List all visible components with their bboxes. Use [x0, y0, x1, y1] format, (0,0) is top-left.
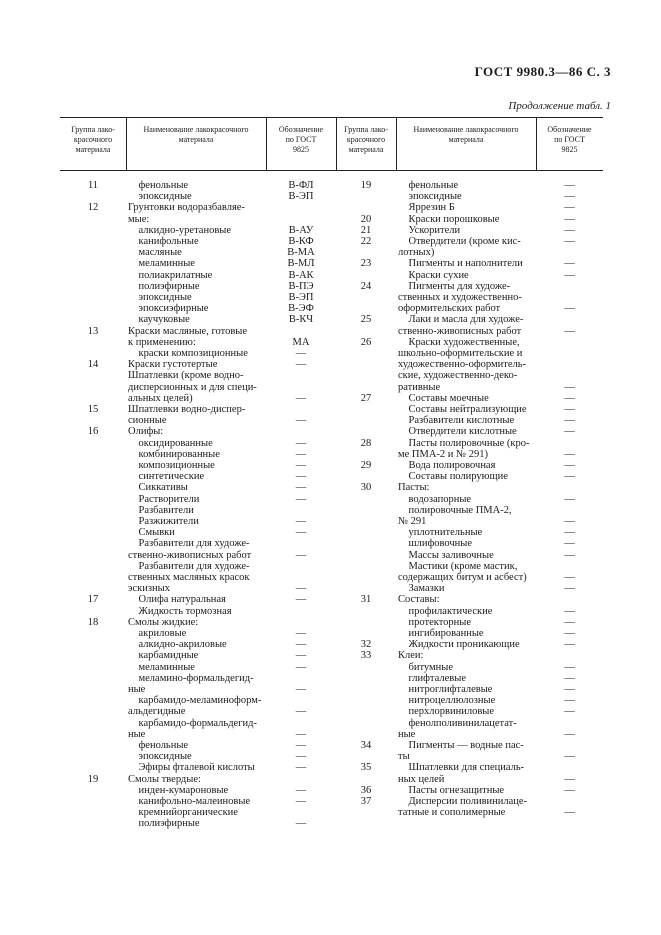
name-cell: ные [398, 728, 416, 740]
code-cell: — [564, 572, 575, 583]
code-cell: — [564, 460, 575, 471]
name-cell: протекторные [398, 616, 471, 628]
col-header-code-right: Обозначение по ГОСТ 9825 [547, 125, 592, 154]
code-cell: — [564, 325, 575, 337]
code-cell: — [295, 684, 307, 695]
group-cell: 32 [360, 639, 372, 651]
code-cell: — [295, 471, 307, 483]
name-cell: ские, художественно-деко- [398, 370, 518, 382]
col-header-group-left: Группа лако- красочного материала [71, 125, 115, 154]
group-cell: 26 [360, 336, 372, 348]
name-cell: Олифы: [128, 426, 164, 438]
code-cell: — [564, 616, 575, 628]
name-cell: эскизных [128, 583, 170, 595]
name-cell: Шпатлевки для специаль- [398, 762, 525, 774]
code-cell: — [564, 751, 575, 763]
name-cell: полировочные ПМА-2, [398, 504, 512, 516]
name-cell: алкидно-акриловые [128, 639, 227, 651]
name-cell: ственно-живописных работ [398, 325, 522, 337]
table-row [60, 572, 603, 583]
group-cell: 31 [360, 594, 372, 606]
name-cell: фенольные [128, 180, 189, 191]
group-cell: 23 [360, 258, 372, 270]
group-cell: 22 [360, 236, 372, 247]
name-cell: меламино-формальдегид- [128, 672, 254, 684]
name-cell: эпоксидные [398, 191, 462, 203]
name-cell: ных целей [398, 773, 445, 785]
group-cell: 14 [87, 359, 99, 371]
table-row [60, 214, 603, 225]
name-cell: Составы моечные [398, 392, 489, 404]
code-cell: — [295, 448, 307, 460]
group-cell: 37 [360, 796, 372, 807]
table-row [60, 471, 603, 482]
name-cell: мые: [128, 213, 150, 225]
code-cell: — [564, 538, 575, 550]
group-cell: 13 [87, 325, 99, 337]
code-cell: — [564, 684, 575, 695]
col-header-name-left: Наименование лакокрасочного материала [143, 125, 249, 144]
code-cell: В-КФ [288, 236, 314, 247]
name-cell: оксидированные [128, 437, 213, 449]
name-cell: Смывки [128, 527, 175, 539]
table-row [60, 326, 603, 337]
name-cell: Замазки [398, 583, 445, 595]
name-cell: Краски порошковые [398, 213, 500, 225]
table-row [60, 303, 603, 314]
name-cell: композиционные [128, 460, 215, 471]
code-cell: — [295, 661, 307, 673]
code-cell: — [295, 594, 307, 606]
table-row [60, 706, 603, 717]
table-row [60, 650, 603, 661]
code-cell: — [295, 639, 307, 651]
table-row [60, 438, 603, 449]
name-cell: ные [128, 684, 146, 695]
table-row [60, 729, 603, 740]
code-cell: — [295, 482, 307, 494]
table-row [60, 796, 603, 807]
name-cell: Пигменты для художе- [398, 280, 511, 292]
name-cell: Дисперсии поливинилаце- [398, 796, 528, 807]
code-cell: — [564, 269, 575, 281]
name-cell: уплотнительные [398, 527, 483, 539]
code-cell: — [295, 706, 307, 718]
name-cell: канифольные [128, 236, 199, 247]
table-row [60, 180, 603, 191]
name-cell: ственных и художественно- [398, 292, 522, 303]
name-cell: инден-кумароновые [128, 784, 229, 796]
code-cell: — [295, 796, 307, 807]
page-header: ГОСТ 9980.3—86 С. 3 [474, 64, 611, 79]
table-row [60, 818, 603, 829]
name-cell: ративные [398, 381, 441, 393]
group-cell: 25 [360, 314, 372, 326]
code-cell: — [295, 493, 307, 505]
code-cell: — [295, 516, 307, 527]
group-cell: 17 [87, 594, 99, 606]
table-row [60, 695, 603, 706]
group-cell: 36 [360, 784, 372, 796]
table-row [60, 348, 603, 359]
table-row [60, 270, 603, 281]
table-row [60, 482, 603, 493]
name-cell: Шпатлевки водно-диспер- [128, 404, 246, 415]
name-cell: ственно-живописных работ [128, 549, 252, 561]
code-cell: В-МА [287, 247, 315, 259]
name-cell: Яррезин Б [398, 202, 455, 214]
code-cell: — [564, 784, 575, 796]
code-cell: — [564, 415, 575, 427]
name-cell: Грунтовки водоразбавляе- [128, 202, 245, 214]
code-cell: — [564, 773, 575, 785]
name-cell: сионные [128, 415, 167, 427]
name-cell: Разбавители кислотные [398, 415, 515, 427]
code-cell: — [295, 437, 307, 449]
code-cell: — [295, 392, 307, 404]
name-cell: Мастики (кроме мастик, [398, 560, 518, 572]
name-cell: нитроцеллюлозные [398, 695, 496, 707]
name-cell: Пасты: [398, 482, 430, 494]
table-row [60, 314, 603, 325]
name-cell: перхлорвиниловые [398, 706, 494, 718]
name-cell: нитроглифталевые [398, 684, 493, 695]
code-cell: — [295, 359, 307, 371]
code-cell: — [564, 224, 575, 236]
code-cell: В-ФЛ [288, 180, 314, 191]
name-cell: карбамидо-формальдегид- [128, 717, 257, 729]
name-cell: ингибированные [398, 628, 484, 639]
name-cell: эпоксидные [128, 751, 192, 763]
group-cell: 24 [360, 280, 372, 292]
code-cell: — [564, 516, 575, 527]
table-row [60, 639, 603, 650]
table-row [60, 225, 603, 236]
code-cell: В-КЧ [288, 314, 314, 326]
code-cell: — [295, 583, 307, 595]
code-cell: — [295, 549, 307, 561]
name-cell: полиэфирные [128, 280, 200, 292]
name-cell: Растворители [128, 493, 200, 505]
name-cell: Краски густотертые [128, 359, 218, 371]
group-cell: 33 [360, 650, 372, 662]
table-row [60, 281, 603, 292]
name-cell: Пигменты — водные пас- [398, 740, 524, 751]
name-cell: меламинные [128, 661, 195, 673]
code-cell: — [564, 672, 575, 684]
code-cell: — [295, 751, 307, 763]
code-cell: — [295, 650, 307, 662]
name-cell: Краски художественные, [398, 336, 520, 348]
table-row [60, 550, 603, 561]
code-cell: — [295, 818, 307, 830]
code-cell: — [564, 549, 575, 561]
table-row [60, 236, 603, 247]
code-cell: — [564, 493, 575, 505]
group-cell: 16 [87, 426, 99, 438]
code-cell: — [564, 381, 575, 393]
col-header-code-left: Обозначение по ГОСТ 9825 [278, 125, 324, 154]
name-cell: Составы нейтрализующие [398, 404, 527, 415]
code-cell: — [295, 348, 307, 359]
code-cell: — [564, 695, 575, 707]
group-cell: 19 [360, 180, 372, 191]
name-cell: полиэфирные [128, 818, 200, 830]
table-row [60, 505, 603, 516]
name-cell: к применению: [128, 336, 196, 348]
name-cell: Лаки и масла для художе- [398, 314, 524, 326]
code-cell: — [564, 728, 575, 740]
name-cell: карбамидо-меламиноформ- [128, 695, 262, 707]
code-cell: — [295, 762, 307, 774]
name-cell: Смолы жидкие: [128, 616, 199, 628]
code-cell: — [564, 191, 575, 203]
name-cell: Сиккативы [128, 482, 188, 494]
name-cell: содержащих битум и асбест) [398, 572, 527, 583]
group-cell: 11 [87, 180, 99, 191]
table-row [60, 527, 603, 538]
table-row [60, 460, 603, 471]
table-row [60, 382, 603, 393]
name-cell: профилактические [398, 605, 493, 617]
code-cell: — [564, 180, 575, 191]
name-cell: шлифовочные [398, 538, 472, 550]
name-cell: дисперсионных и для специ- [128, 381, 257, 393]
name-cell: Пигменты и наполнители [398, 258, 523, 270]
name-cell: битумные [398, 661, 454, 673]
code-cell: В-АК [288, 269, 314, 281]
table-row [60, 449, 603, 460]
code-cell: — [564, 706, 575, 718]
code-cell: — [295, 628, 307, 639]
name-cell: водозапорные [398, 493, 472, 505]
table-header [60, 117, 603, 171]
name-cell: масляные [128, 247, 182, 259]
name-cell: алкидно-уретановые [128, 224, 232, 236]
name-cell: Пасты полировочные (кро- [398, 437, 530, 449]
code-cell: — [564, 392, 575, 404]
name-cell: ме ПМА-2 и № 291) [398, 448, 488, 460]
name-cell: Жидкости проникающие [398, 639, 520, 651]
table-row [60, 415, 603, 426]
name-cell: Шпатлевки (кроме водно- [128, 370, 244, 382]
name-cell: эпоксиэфирные [128, 303, 209, 315]
name-cell: Разбавители [128, 504, 194, 516]
group-cell: 35 [360, 762, 372, 774]
code-cell: — [295, 784, 307, 796]
code-cell: В-ЭП [288, 292, 314, 303]
name-cell: ственных масляных красок [128, 572, 250, 583]
table-row [60, 628, 603, 639]
name-cell: татные и сополимерные [398, 807, 506, 819]
table-row [60, 292, 603, 303]
group-cell: 12 [87, 202, 99, 214]
name-cell: акриловые [128, 628, 187, 639]
name-cell: карбамидные [128, 650, 199, 662]
code-cell: В-ЭФ [288, 303, 314, 315]
group-cell: 29 [360, 460, 372, 471]
table-row [60, 202, 603, 213]
code-cell: — [295, 728, 307, 740]
code-cell: — [564, 628, 575, 639]
table-row [60, 404, 603, 415]
name-cell: школьно-оформительские и [398, 348, 523, 359]
name-cell: полиакрилатные [128, 269, 213, 281]
name-cell: фенолполивинилацетат- [398, 717, 517, 729]
name-cell: Разжижители [128, 516, 199, 527]
name-cell: Разбавители для художе- [128, 538, 250, 550]
name-cell: Составы полирующие [398, 471, 508, 483]
code-cell: — [564, 426, 575, 438]
code-cell: — [564, 583, 575, 595]
code-cell: В-МЛ [287, 258, 315, 270]
name-cell: меламинные [128, 258, 195, 270]
table-row [60, 774, 603, 785]
code-cell: В-АУ [288, 224, 314, 236]
name-cell: глифталевые [398, 672, 466, 684]
name-cell: ты [398, 751, 410, 763]
name-cell: фенольные [128, 740, 189, 751]
col-header-name-right: Наименование лакокрасочного материала [413, 125, 519, 144]
name-cell: ные [128, 728, 146, 740]
name-cell: № 291 [398, 516, 427, 527]
table-row [60, 494, 603, 505]
code-cell: — [564, 258, 575, 270]
table-row [60, 718, 603, 729]
table-row [60, 247, 603, 258]
name-cell: Краски масляные, готовые [128, 325, 247, 337]
name-cell: Вода полировочная [398, 460, 496, 471]
name-cell: альных целей) [128, 392, 193, 404]
name-cell: Олифа натуральная [128, 594, 226, 606]
table-row [60, 191, 603, 202]
code-cell: — [564, 404, 575, 415]
name-cell: кремнийорганические [128, 807, 238, 819]
table-row [60, 583, 603, 594]
code-cell: — [564, 661, 575, 673]
group-cell: 30 [360, 482, 372, 494]
code-cell: — [564, 471, 575, 483]
code-cell: — [564, 303, 575, 315]
name-cell: Отвердители (кроме кис- [398, 236, 521, 247]
name-cell: Эфиры фталевой кислоты [128, 762, 255, 774]
table-row [60, 516, 603, 527]
name-cell: Массы заливочные [398, 549, 494, 561]
col-header-group-right: Группа лако- красочного материала [344, 125, 388, 154]
group-cell: 21 [360, 224, 372, 236]
name-cell: Ускорители [398, 224, 461, 236]
code-cell: В-ЭП [288, 191, 314, 203]
table-row [60, 662, 603, 673]
code-cell: — [564, 605, 575, 617]
name-cell: Краски сухие [398, 269, 469, 281]
code-cell: — [564, 807, 575, 819]
group-cell: 15 [87, 404, 99, 415]
name-cell: оформительских работ [398, 303, 501, 315]
name-cell: художественно-оформитель- [398, 359, 527, 371]
table-row [60, 258, 603, 269]
code-cell: — [564, 639, 575, 651]
code-cell: — [295, 527, 307, 539]
code-cell: — [564, 202, 575, 214]
table-row [60, 762, 603, 773]
table-row [60, 538, 603, 549]
group-cell: 27 [360, 392, 372, 404]
table-row [60, 673, 603, 684]
table-row [60, 740, 603, 751]
table-row [60, 594, 603, 605]
group-cell: 20 [360, 213, 372, 225]
table-row [60, 370, 603, 381]
name-cell: лотных) [398, 247, 435, 259]
name-cell: эпоксидные [128, 191, 192, 203]
name-cell: краски композиционные [128, 348, 248, 359]
code-cell: — [564, 448, 575, 460]
table-row [60, 426, 603, 437]
name-cell: Отвердители кислотные [398, 426, 517, 438]
name-cell: Составы: [398, 594, 440, 606]
name-cell: альдегидные [128, 706, 186, 718]
code-cell: В-ПЭ [288, 280, 314, 292]
name-cell: комбинированные [128, 448, 220, 460]
table-row [60, 606, 603, 617]
name-cell: канифольно-малеиновые [128, 796, 251, 807]
table-row [60, 337, 603, 348]
name-cell: Клеи: [398, 650, 424, 662]
table-row [60, 684, 603, 695]
code-cell: — [564, 236, 575, 247]
name-cell: эпоксидные [128, 292, 192, 303]
table-continuation-label: Продолжение табл. 1 [508, 100, 611, 112]
name-cell: каучуковые [128, 314, 190, 326]
table-row [60, 751, 603, 762]
group-cell: 34 [360, 740, 372, 751]
table-row [60, 393, 603, 404]
table-row [60, 359, 603, 370]
group-cell: 19 [87, 773, 99, 785]
name-cell: Смолы твердые: [128, 773, 201, 785]
name-cell: фенольные [398, 180, 459, 191]
table-row [60, 561, 603, 572]
name-cell: Разбавители для художе- [128, 560, 250, 572]
group-cell: 28 [360, 437, 372, 449]
name-cell: синтетические [128, 471, 205, 483]
name-cell: Жидкость тормозная [128, 605, 232, 617]
code-cell: — [564, 527, 575, 539]
code-cell: — [295, 460, 307, 471]
name-cell: Пасты огнезащитные [398, 784, 505, 796]
group-cell: 18 [87, 616, 99, 628]
table-row [60, 785, 603, 796]
table-row [60, 617, 603, 628]
table-row [60, 807, 603, 818]
code-cell: МА [292, 336, 310, 348]
code-cell: — [564, 213, 575, 225]
code-cell: — [295, 740, 307, 751]
code-cell: — [295, 415, 307, 427]
